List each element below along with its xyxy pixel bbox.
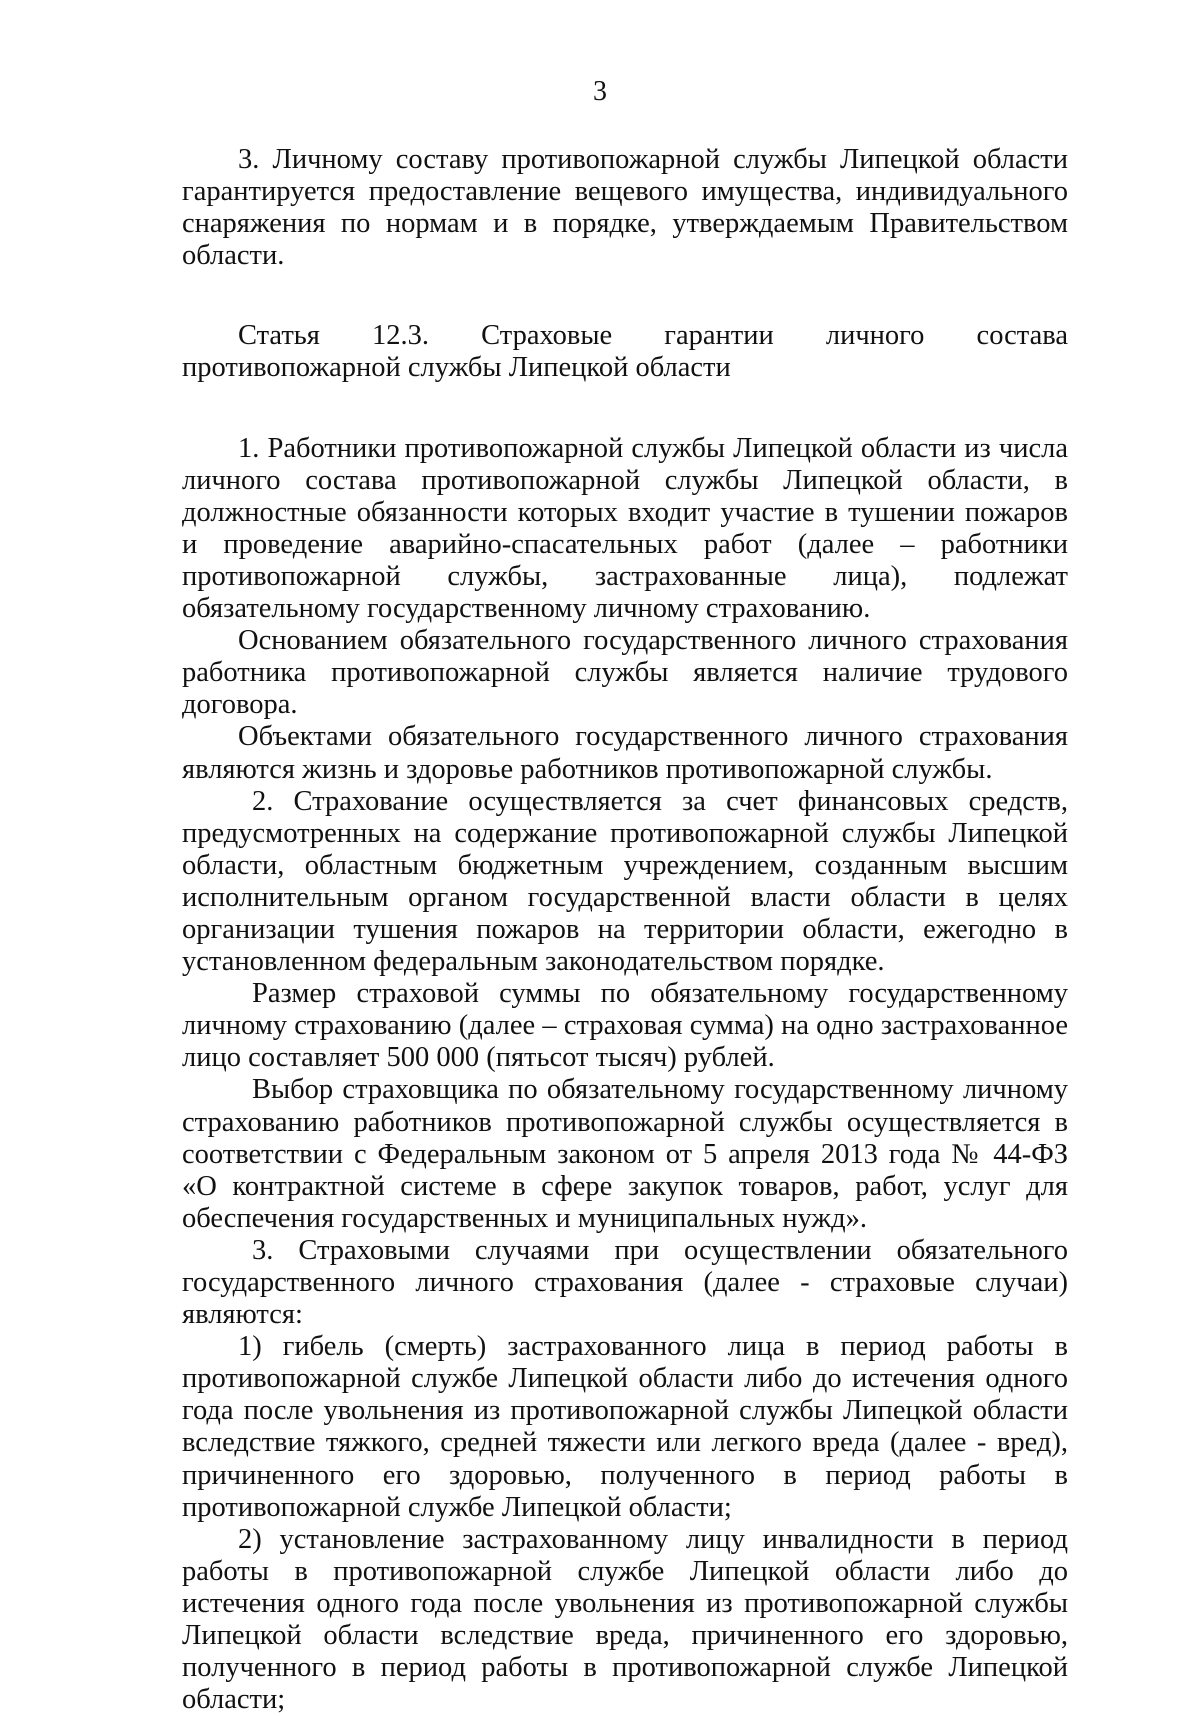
- document-body: [182, 144, 1068, 1716]
- paragraph-insurance-objects: Объектами обязательного государственного личного страхования являются жизнь и здоровье работников противопожарной службы.: [182, 721, 1068, 785]
- paragraph-insured-sum: Размер страховой суммы по обязательному государственному личному страхованию (далее – страховая сумма) на одно застрахованное лицо составляет 500 000 (пятьсот тысяч) рублей.: [182, 978, 1068, 1074]
- paragraph-insurance-basis: Основанием обязательного государственного личного страхования работника противопожарной службы является наличие трудового договора.: [182, 625, 1068, 721]
- article-title: Статья 12.3. Страховые гарантии личного состава противопожарной службы Липецкой области: [182, 320, 1068, 384]
- spacer: [182, 272, 1068, 320]
- paragraph-insurance-funding: 2. Страхование осуществляется за счет финансовых средств, предусмотренных на содержание противопожарной службы Липецкой области, областным бюджетным учреждением, созданным высшим исполнительным органом государственной власти области в целях организации тушения пожаров на территории области, ежегодно в установленном федеральным законодательством порядке.: [182, 785, 1068, 978]
- paragraph-clothing-guarantee: 3. Личному составу противопожарной службы Липецкой области гарантируется предоставление вещевого имущества, индивидуального снаряжения по нормам и в порядке, утверждаемым Правительством области.: [182, 144, 1068, 272]
- paragraph-insurer-selection: Выбор страховщика по обязательному государственному личному страхованию работников противопожарной службы осуществляется в соответствии с Федеральным законом от 5 апреля 2013 года № 44-ФЗ «О контрактной системе в сфере закупок товаров, работ, услуг для обеспечения государственных и муниципальных нужд».: [182, 1074, 1068, 1234]
- paragraph-insured-employees: 1. Работники противопожарной службы Липецкой области из числа личного состава противопожарной службы Липецкой области, в должностные обязанности которых входит участие в тушении пожаров и проведение аварийно-спасательных работ (далее – работники противопожарной службы, застрахованные лица), подлежат обязательному государственному личному страхованию.: [182, 432, 1068, 625]
- spacer: [182, 385, 1068, 433]
- page-number: 3: [593, 76, 607, 107]
- list-item-death: 1) гибель (смерть) застрахованного лица в период работы в противопожарной службе Липецкой области либо до истечения одного года после увольнения из противопожарной службы Липецкой области вследствие тяжкого, средней тяжести или легкого вреда (далее - вред), причиненного его здоровью, полученного в период работы в противопожарной службе Липецкой области;: [182, 1331, 1068, 1523]
- list-item-disability: 2) установление застрахованному лицу инвалидности в период работы в противопожарной службе Липецкой области либо до истечения одного года после увольнения из противопожарной службы Липецкой области вследствие вреда, причиненного его здоровью, полученного в период работы в противопожарной службе Липецкой области;: [182, 1523, 1068, 1716]
- paragraph-insured-events: 3. Страховыми случаями при осуществлении обязательного государственного личного страхования (далее - страховые случаи) являются:: [182, 1234, 1068, 1331]
